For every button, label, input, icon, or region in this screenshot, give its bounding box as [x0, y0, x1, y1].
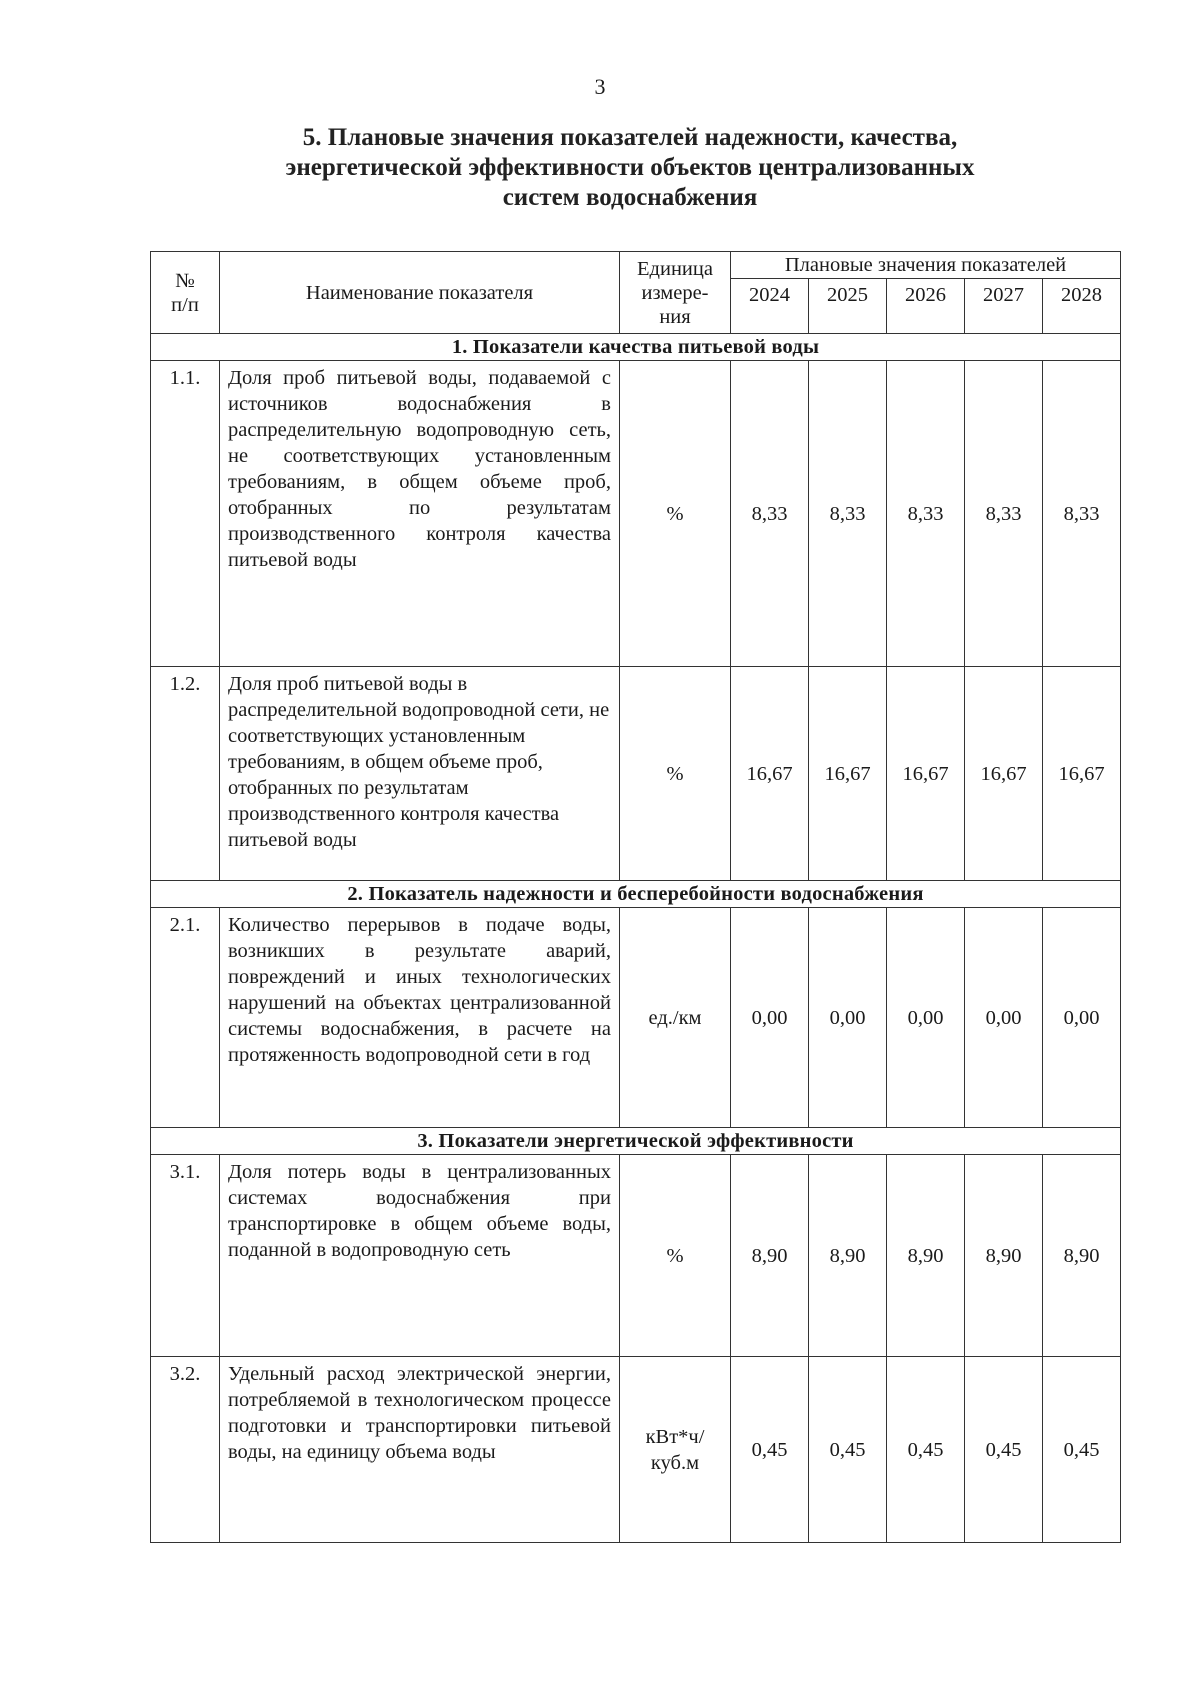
value-2028: 0,45 — [1043, 1357, 1121, 1543]
header-year-2027: 2027 — [965, 279, 1043, 334]
value-2027: 8,90 — [965, 1155, 1043, 1357]
indicator-name: Удельный расход электрической энергии, потребляемой в технологическом процессе подготовки и транспортировки питьевой воды, на единицу объема воды — [220, 1357, 620, 1543]
row-number: 1.2. — [151, 667, 220, 881]
header-year-2025: 2025 — [809, 279, 887, 334]
unit-line-1: кВт*ч/ — [645, 1425, 705, 1448]
indicator-name: Доля потерь воды в централизованных системах водоснабжения при транспортировке в общем объеме воды, поданной в водопроводную сеть — [220, 1155, 620, 1357]
title-line-1: 5. Плановые значения показателей надежности, качества, — [302, 124, 958, 151]
table-row — [151, 1155, 1121, 1357]
value-2026: 16,67 — [887, 667, 965, 881]
header-unit-cell — [620, 252, 731, 334]
row-number: 1.1. — [151, 361, 220, 667]
unit-cell — [620, 1357, 731, 1543]
value-2024: 8,33 — [731, 361, 809, 667]
table-row — [151, 667, 1121, 881]
header-row-1 — [151, 252, 1121, 279]
indicators-table — [150, 251, 1121, 1543]
title-line-3: систем водоснабжения — [502, 184, 758, 211]
value-2025: 8,33 — [809, 361, 887, 667]
section-title-1: 1. Показатели качества питьевой воды — [151, 334, 1121, 361]
value-2026: 8,33 — [887, 361, 965, 667]
header-year-2028: 2028 — [1043, 279, 1121, 334]
value-2026: 0,45 — [887, 1357, 965, 1543]
section-row — [151, 1128, 1121, 1155]
value-2028: 16,67 — [1043, 667, 1121, 881]
header-planned-values: Плановые значения показателей — [731, 252, 1121, 279]
value-2027: 16,67 — [965, 667, 1043, 881]
title-line-2: энергетической эффективности объектов централизованных — [285, 154, 975, 181]
header-num-cell — [151, 252, 220, 334]
value-2026: 8,90 — [887, 1155, 965, 1357]
header-unit-line-1: Единица — [637, 257, 713, 280]
value-2028: 8,33 — [1043, 361, 1121, 667]
unit-cell: % — [620, 667, 731, 881]
row-number: 3.2. — [151, 1357, 220, 1543]
section-row — [151, 334, 1121, 361]
header-year-2024: 2024 — [731, 279, 809, 334]
row-number: 3.1. — [151, 1155, 220, 1357]
value-2025: 8,90 — [809, 1155, 887, 1357]
header-unit-line-2: измере- — [641, 281, 709, 304]
value-2027: 0,45 — [965, 1357, 1043, 1543]
document-title — [220, 123, 1040, 213]
header-name: Наименование показателя — [220, 252, 620, 334]
section-title-3: 3. Показатели энергетической эффективности — [151, 1128, 1121, 1155]
unit-cell: ед./км — [620, 908, 731, 1128]
indicator-name: Доля проб питьевой воды, подаваемой с источников водоснабжения в распределительную водопроводную сеть, не соответствующих установленным требованиям, в общем объеме проб, отобранных по результатам производственного контроля качества питьевой воды — [220, 361, 620, 667]
value-2025: 16,67 — [809, 667, 887, 881]
section-title-2: 2. Показатель надежности и бесперебойности водоснабжения — [151, 881, 1121, 908]
value-2024: 0,00 — [731, 908, 809, 1128]
value-2024: 16,67 — [731, 667, 809, 881]
page-number: 3 — [594, 74, 606, 99]
unit-cell: % — [620, 1155, 731, 1357]
table-row — [151, 1357, 1121, 1543]
section-row — [151, 881, 1121, 908]
table-row — [151, 361, 1121, 667]
unit-cell: % — [620, 361, 731, 667]
value-2028: 8,90 — [1043, 1155, 1121, 1357]
value-2026: 0,00 — [887, 908, 965, 1128]
row-number: 2.1. — [151, 908, 220, 1128]
indicator-name: Количество перерывов в подаче воды, возникших в результате аварий, повреждений и иных технологических нарушений на объектах централизованной системы водоснабжения, в расчете на протяженность водопроводной сети в год — [220, 908, 620, 1128]
table-row — [151, 908, 1121, 1128]
value-2025: 0,45 — [809, 1357, 887, 1543]
indicator-name: Доля проб питьевой воды в распределительной водопроводной сети, не соответствующих установленным требованиям, в общем объеме проб, отобранных по результатам производственного контроля качества питьевой воды — [220, 667, 620, 881]
unit-line-2: куб.м — [650, 1451, 700, 1474]
value-2025: 0,00 — [809, 908, 887, 1128]
header-unit-line-3: ния — [659, 305, 691, 328]
value-2027: 8,33 — [965, 361, 1043, 667]
value-2027: 0,00 — [965, 908, 1043, 1128]
header-num-symbol: № — [175, 269, 195, 292]
value-2028: 0,00 — [1043, 908, 1121, 1128]
header-year-2026: 2026 — [887, 279, 965, 334]
value-2024: 0,45 — [731, 1357, 809, 1543]
header-num-label: п/п — [171, 293, 199, 316]
value-2024: 8,90 — [731, 1155, 809, 1357]
